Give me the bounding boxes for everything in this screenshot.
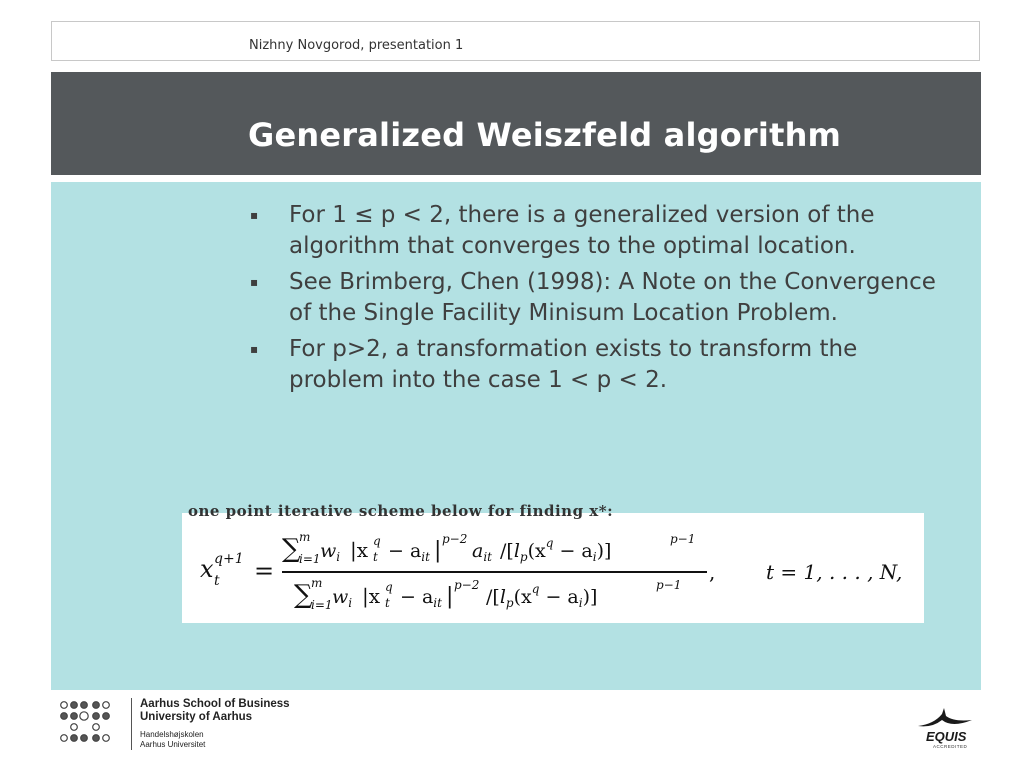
bullet-item-2: ▪ See Brimberg, Chen (1998): A Note on the Convergence of the Single Facility Minisum Location Problem. — [250, 269, 936, 326]
bullet-marker-icon: ▪ — [250, 342, 259, 356]
svg-text:|: | — [434, 538, 442, 563]
equis-word: EQUIS — [926, 729, 967, 744]
svg-text:p−2: p−2 — [454, 578, 480, 592]
svg-text:=: = — [254, 557, 275, 585]
svg-text:|x: |x — [362, 584, 381, 608]
svg-text:∑: ∑ — [282, 534, 301, 564]
bullet-item-3: ▪ For p>2, a transformation exists to transform the problem into the case 1 < p < 2. — [250, 336, 858, 393]
svg-text:/[lp(xq − ai)]: $/[l_p(x^q - a_i)]$ — [486, 582, 598, 610]
content-area — [51, 182, 981, 690]
svg-text:q: q — [373, 534, 381, 548]
svg-text:− ait: − $a_{it}$ — [400, 586, 442, 610]
bullet-marker-icon: ▪ — [250, 275, 259, 289]
equis-accredited: ACCREDITED — [933, 744, 968, 749]
presentation-subtitle: Nizhny Novgorod, presentation 1 — [249, 38, 464, 53]
svg-text:p−1: p−1 — [656, 578, 682, 592]
svg-text:x: x — [200, 555, 214, 583]
svg-text:t: t — [373, 550, 378, 564]
svg-text:|: | — [446, 584, 454, 609]
svg-text:t: t — [385, 596, 390, 610]
svg-text:|x: |x — [350, 538, 369, 562]
svg-text:wi: $w_i$ — [320, 540, 341, 564]
svg-text:∑: ∑ — [294, 580, 313, 610]
svg-text:− ait: − $a_{it}$ — [388, 540, 430, 564]
svg-text:p−1: p−1 — [670, 532, 696, 546]
danish-university-name: Aarhus Universitet — [140, 740, 206, 749]
title-band — [51, 72, 981, 175]
svg-text:,: , — [709, 560, 716, 584]
header-box — [51, 21, 980, 61]
bullet-marker-icon: ▪ — [250, 208, 259, 222]
svg-text:m: m — [311, 576, 323, 590]
university-name: University of Aarhus — [140, 711, 253, 723]
formula-cut-text: one point iterative scheme below for finding x*: — [188, 502, 614, 520]
svg-text:i=1: i=1 — [299, 552, 321, 566]
svg-text:q: q — [385, 580, 393, 594]
equis-swoosh-icon — [914, 706, 976, 730]
slide-title: Generalized Weiszfeld algorithm — [248, 116, 842, 154]
bullet-item-1: ▪ For 1 ≤ p < 2, there is a generalized version of the algorithm that converges to the optimal location. — [250, 202, 875, 259]
formula-image — [182, 502, 924, 623]
svg-text:wi: $w_i$ — [332, 586, 353, 610]
svg-text:i=1: i=1 — [311, 598, 333, 612]
svg-text:m: m — [299, 530, 311, 544]
school-name: Aarhus School of Business — [140, 698, 290, 710]
svg-text:t: t — [214, 573, 220, 589]
bullet-list — [248, 200, 948, 401]
danish-school-name: Handelshøjskolen — [140, 730, 204, 739]
svg-text:ait: $a_{it}$ — [472, 540, 492, 564]
footer-institution — [131, 698, 290, 750]
asb-dots-logo-icon — [58, 698, 114, 750]
equis-logo — [914, 706, 976, 752]
svg-text:q+1: q+1 — [214, 551, 244, 567]
formula-range: t = 1, . . . , N, — [766, 560, 903, 584]
weiszfeld-formula — [182, 513, 924, 623]
svg-text:p−2: p−2 — [442, 532, 468, 546]
svg-text:/[lp(xq − ai)]: $/[l_p(x^q - a_i)]$ — [500, 536, 612, 564]
